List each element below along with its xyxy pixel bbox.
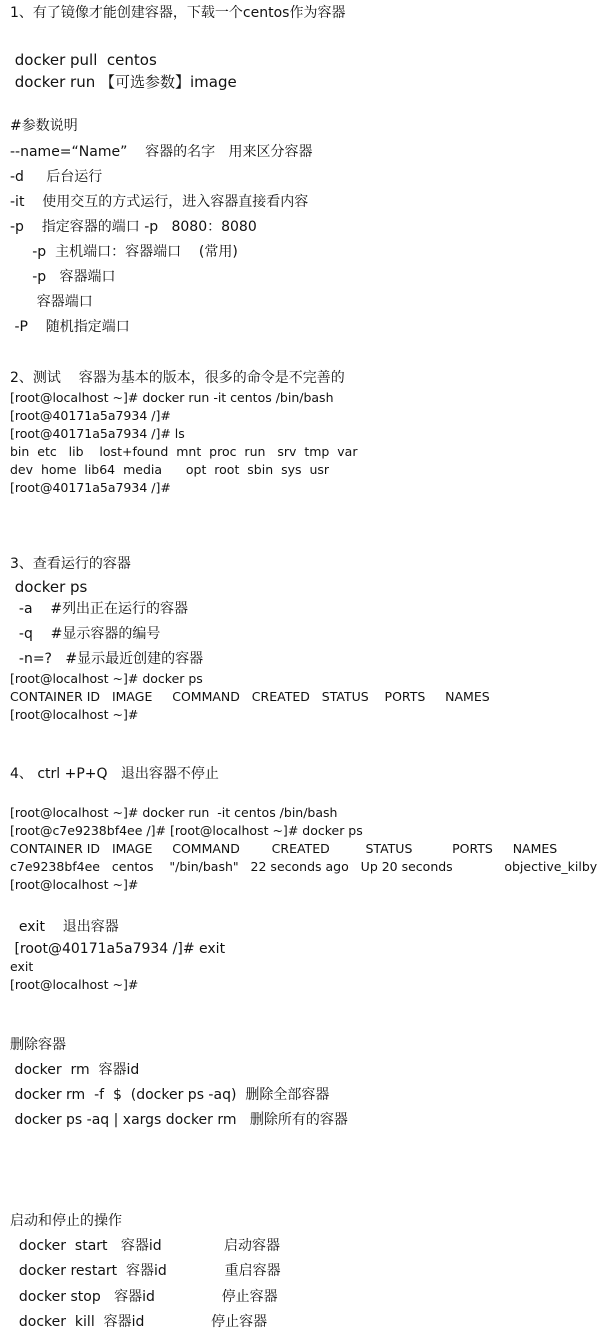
terminal-line: [root@localhost ~]# xyxy=(10,707,139,722)
param-line: -p 容器端口 xyxy=(10,269,116,285)
param-line: -P 随机指定端口 xyxy=(10,319,130,335)
terminal-line: bin etc lib lost+found mnt proc run srv tmp var xyxy=(10,444,358,459)
command-line: docker rm -f $ (docker ps -aq) 删除全部容器 xyxy=(10,1087,330,1103)
remove-heading: 删除容器 xyxy=(10,1037,66,1053)
startstop-heading: 启动和停止的操作 xyxy=(10,1213,122,1229)
param-line: -p 主机端口：容器端口 (常用) xyxy=(10,244,238,260)
terminal-line: [root@40171a5a7934 /]# xyxy=(10,408,171,423)
command-line: exit 退出容器 xyxy=(10,919,119,935)
param-line: -p 指定容器的端口 -p 8080：8080 xyxy=(10,219,257,235)
command-line: docker start 容器id 启动容器 xyxy=(10,1238,280,1254)
command-line: docker restart 容器id 重启容器 xyxy=(10,1263,281,1279)
param-line: --name=“Name” 容器的名字 用来区分容器 xyxy=(10,144,313,160)
terminal-line: [root@localhost ~]# xyxy=(10,977,139,992)
section-3-heading: 3、查看运行的容器 xyxy=(10,556,131,572)
terminal-line: CONTAINER ID IMAGE COMMAND CREATED STATUS PORTS NAMES xyxy=(10,841,558,856)
command-line: docker kill 容器id 停止容器 xyxy=(10,1314,268,1330)
command-line: docker pull centos xyxy=(10,51,157,69)
section-4-heading: 4、 ctrl +P+Q 退出容器不停止 xyxy=(10,766,219,782)
terminal-line: [root@localhost ~]# docker run -it centos /bin/bash xyxy=(10,805,338,820)
terminal-line: [root@c7e9238bf4ee /]# [root@localhost ~]# docker ps xyxy=(10,823,363,838)
command-line: docker stop 容器id 停止容器 xyxy=(10,1289,278,1305)
option-line: -q #显示容器的编号 xyxy=(10,626,161,642)
param-line: -it 使用交互的方式运行，进入容器直接看内容 xyxy=(10,194,309,210)
command-line: docker ps -aq | xargs docker rm 删除所有的容器 xyxy=(10,1112,348,1128)
param-line: -d 后台运行 xyxy=(10,169,103,185)
option-line: -a #列出正在运行的容器 xyxy=(10,601,189,617)
command-line: docker run 【可选参数】image xyxy=(10,73,237,91)
params-heading: #参数说明 xyxy=(10,118,78,134)
param-line: 容器端口 xyxy=(10,294,93,310)
terminal-line: exit xyxy=(10,959,34,974)
command-line: [root@40171a5a7934 /]# exit xyxy=(10,941,226,957)
terminal-line: [root@40171a5a7934 /]# ls xyxy=(10,426,185,441)
terminal-line: dev home lib64 media opt root sbin sys usr xyxy=(10,462,330,477)
terminal-line: [root@localhost ~]# xyxy=(10,877,139,892)
option-line: -n=? #显示最近创建的容器 xyxy=(10,651,204,667)
terminal-line: c7e9238bf4ee centos "/bin/bash" 22 seconds ago Up 20 seconds objective_kilby xyxy=(10,859,598,874)
terminal-line: [root@localhost ~]# docker ps xyxy=(10,671,203,686)
section-1-heading: 1、有了镜像才能创建容器，下载一个centos作为容器 xyxy=(10,5,346,21)
section-2-heading: 2、测试 容器为基本的版本，很多的命令是不完善的 xyxy=(10,370,345,386)
terminal-line: [root@40171a5a7934 /]# xyxy=(10,480,171,495)
terminal-line: CONTAINER ID IMAGE COMMAND CREATED STATUS PORTS NAMES xyxy=(10,689,490,704)
terminal-line: [root@localhost ~]# docker run -it centos /bin/bash xyxy=(10,390,334,405)
command-line: docker rm 容器id xyxy=(10,1062,140,1078)
command-line: docker ps xyxy=(10,578,88,596)
